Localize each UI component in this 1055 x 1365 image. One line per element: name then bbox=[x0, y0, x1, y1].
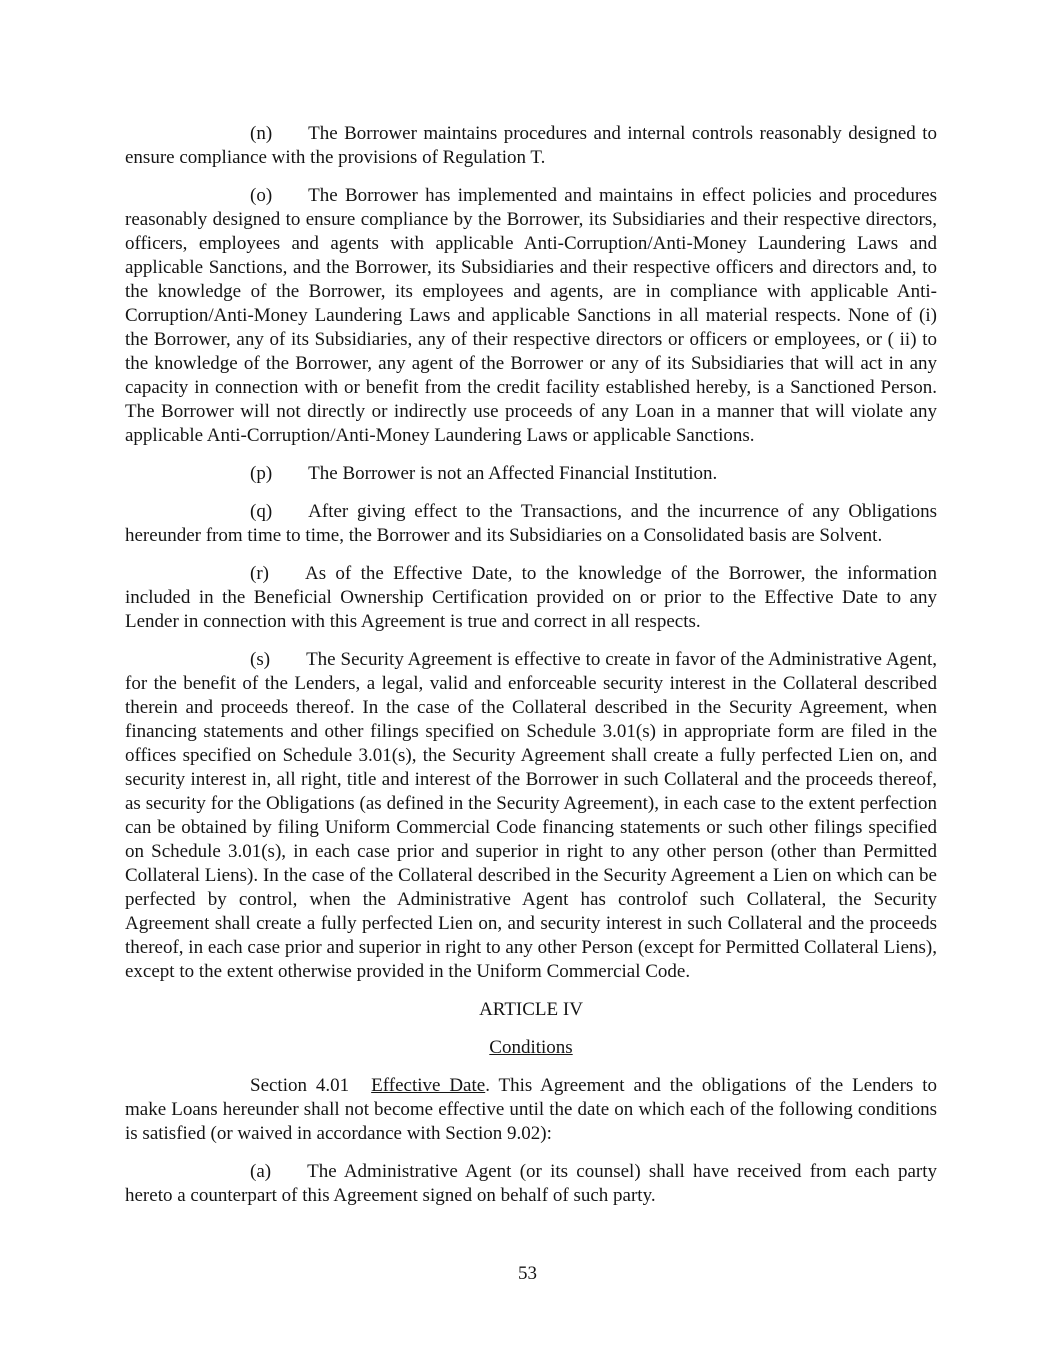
paragraph-p-text: The Borrower is not an Affected Financial Institution. bbox=[308, 463, 718, 484]
article-heading: ARTICLE IV bbox=[479, 999, 583, 1020]
paragraph-s-label: (s) bbox=[250, 649, 271, 670]
paragraph-r-text: As of the Effective Date, to the knowledge of the Borrower, the information included in the Beneficial Ownership Certification provided on or prior to the Effective Date to any Lender in connection with this Agreement is true and correct in all respects. bbox=[125, 563, 937, 632]
paragraph-r-label: (r) bbox=[250, 563, 269, 584]
paragraph-p-label: (p) bbox=[250, 463, 273, 484]
paragraph-a-text: The Administrative Agent (or its counsel) shall have received from each party hereto a counterpart of this Agreement signed on behalf of such party. bbox=[125, 1161, 937, 1206]
section-text: . This Agreement and the obligations of the Lenders to make Loans hereunder shall not become effective until the date on which each of the following conditions is satisfied (or waived in accordance with Section 9.02): bbox=[125, 1075, 937, 1144]
paragraph-s bbox=[125, 648, 937, 984]
paragraph-o-label: (o) bbox=[250, 185, 273, 206]
page-number: 53 bbox=[518, 1263, 537, 1284]
paragraph-n bbox=[125, 122, 937, 170]
paragraph-o-text: The Borrower has implemented and maintains in effect policies and procedures reasonably designed to ensure compliance by the Borrower, its Subsidiaries and their respective directors, officers, employees and agents with applicable Anti-Corruption/Anti-Money Laundering Laws and applicable Sanctions, and the Borrower, its Subsidiaries and their respective officers and directors and, to the knowledge of the Borrower, its employees and agents, are in compliance with applicable Anti-Corruption/Anti-Money Laundering Laws and applicable Sanctions in all material respects. None of (i) the Borrower, any of its Subsidiaries, any of their respective directors or officers or employees, or ( ii) to the knowledge of the Borrower, any agent of the Borrower or any of its Subsidiaries that will act in any capacity in connection with or benefit from the credit facility established hereby, is a Sanctioned Person. The Borrower will not directly or indirectly use proceeds of any Loan in a manner that will violate any applicable Anti-Corruption/Anti-Money Laundering Laws or applicable Sanctions. bbox=[125, 185, 937, 446]
conditions-heading-text: Conditions bbox=[489, 1037, 573, 1058]
paragraph-o bbox=[125, 184, 937, 448]
paragraph-n-text: The Borrower maintains procedures and internal controls reasonably designed to ensure compliance with the provisions of Regulation T. bbox=[125, 123, 937, 168]
paragraph-a bbox=[125, 1160, 937, 1208]
conditions-heading bbox=[125, 1036, 937, 1060]
paragraph-r bbox=[125, 562, 937, 634]
section-number: Section 4.01 bbox=[250, 1075, 350, 1096]
document-content bbox=[125, 122, 937, 1222]
paragraph-n-label: (n) bbox=[250, 123, 273, 144]
paragraph-q bbox=[125, 500, 937, 548]
paragraph-q-label: (q) bbox=[250, 501, 273, 522]
paragraph-s-text: The Security Agreement is effective to create in favor of the Administrative Agent, for the benefit of the Lenders, a legal, valid and enforceable security interest in the Collateral described therein and proceeds thereof. In the case of the Collateral described in the Security Agreement, when financing statements and other filings specified on Schedule 3.01(s) in appropriate form are filed in the offices specified on Schedule 3.01(s), the Security Agreement shall create a fully perfected Lien on, and security interest in, all right, title and interest of the Borrower in such Collateral and the proceeds thereof, as security for the Obligations (as defined in the Security Agreement), in each case to the extent perfection can be obtained by filing Uniform Commercial Code financing statements or such other filings specified on Schedule 3.01(s), in each case prior and superior in right to any other person (other than Permitted Collateral Liens). In the case of the Collateral described in the Security Agreement a Lien on which can be perfected by control, when the Administrative Agent has controlof such Collateral, the Security Agreement shall create a fully perfected Lien on, and security interest in such Collateral and the proceeds thereof, in each case prior and superior in right to any other Person (except for Permitted Collateral Liens), except to the extent otherwise provided in the Uniform Commercial Code. bbox=[125, 649, 937, 982]
paragraph-p bbox=[125, 462, 937, 486]
paragraph-q-text: After giving effect to the Transactions, and the incurrence of any Obligations hereunder from time to time, the Borrower and its Subsidiaries on a Consolidated basis are Solvent. bbox=[125, 501, 937, 546]
section-4-01-paragraph bbox=[125, 1074, 937, 1146]
paragraph-a-label: (a) bbox=[250, 1161, 272, 1182]
section-title-effective-date: Effective Date bbox=[371, 1075, 486, 1096]
